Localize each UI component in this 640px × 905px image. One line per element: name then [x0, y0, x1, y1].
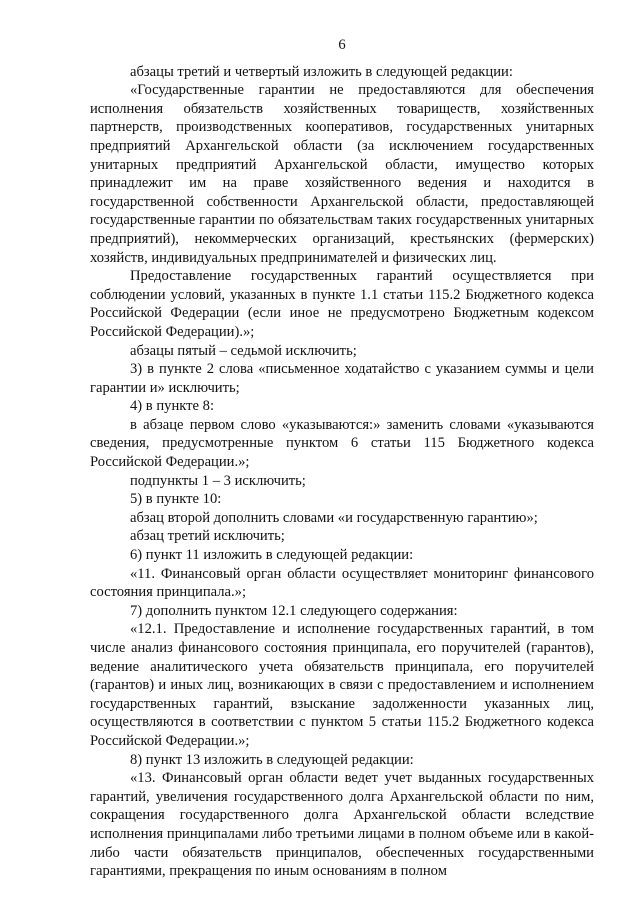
- paragraph: абзацы третий и четвертый изложить в следующей редакции:: [130, 63, 513, 80]
- paragraph: 3) в пункте 2 слова «письменное ходатайство с указанием суммы и цели гарантии и» исключить;: [90, 361, 594, 396]
- page-number: 6: [338, 37, 346, 53]
- paragraph: абзац второй дополнить словами «и государственную гарантию»;: [130, 509, 538, 526]
- paragraph: «11. Финансовый орган области осуществляет мониторинг финансового состояния принципала.»;: [90, 565, 594, 601]
- paragraph: абзацы пятый – седьмой исключить;: [130, 342, 357, 359]
- paragraph: 7) дополнить пунктом 12.1 следующего содержания:: [130, 602, 458, 619]
- paragraph: абзац третий исключить;: [130, 528, 285, 545]
- paragraph: «12.1. Предоставление и исполнение государственных гарантий, в том числе анализ финансового состояния принципала, его поручителей (гарантов), ведение аналитического учета обязательств принципала, его поручителей (гарантов) и иных лиц, возникающих в связи с предоставлением и исполнением государственных гарантий, взыскание задолженности указанных лиц, осуществляются в соответствии с пунктом 5 статьи 115.2 Бюджетного кодекса Российской Федерации.»;: [90, 621, 594, 749]
- paragraph: 4) в пункте 8:: [130, 398, 215, 415]
- paragraph: 8) пункт 13 изложить в следующей редакции:: [130, 751, 414, 768]
- paragraph: подпункты 1 – 3 исключить;: [130, 472, 306, 489]
- paragraph: в абзаце первом слово «указываются:» заменить словами «указываются сведения, предусмотренные пунктом 6 статьи 115 Бюджетного кодекса Российской Федерации.»;: [90, 416, 594, 471]
- paragraph: «Государственные гарантии не предоставляются для обеспечения исполнения обязательств хозяйственных товариществ, хозяйственных партнерств, производственных кооперативов, государственных унитарных предприятий Архангельской области (за исключением государственных унитарных предприятий Архангельской области, имущество которых принадлежит им на праве хозяйственного ведения и находится в государственной собственности Архангельской области, предоставляющей государственные гарантии по обязательствам таких государственных унитарных предприятий), некоммерческих организаций, крестьянских (фермерских) хозяйств, индивидуальных предпринимателей и физических лиц.: [90, 82, 594, 266]
- paragraph: 6) пункт 11 изложить в следующей редакции:: [130, 547, 414, 564]
- paragraph: Предоставление государственных гарантий осуществляется при соблюдении условий, указанных в пункте 1.1 статьи 115.2 Бюджетного кодекса Российской Федерации (если иное не предусмотрено Бюджетным кодексом Российской Федерации).»;: [90, 268, 594, 340]
- paragraph: «13. Финансовый орган области ведет учет выданных государственных гарантий, увеличения государственного долга Архангельской области по ним, сокращения государственного долга Архангельской области вследствие исполнения принципалами либо третьими лицами в полном объеме или в какой-либо части обязательств принципалов, обеспеченных государственными гарантиями, прекращения по иным основаниям в полном: [90, 770, 594, 880]
- paragraph: 5) в пункте 10:: [130, 491, 222, 508]
